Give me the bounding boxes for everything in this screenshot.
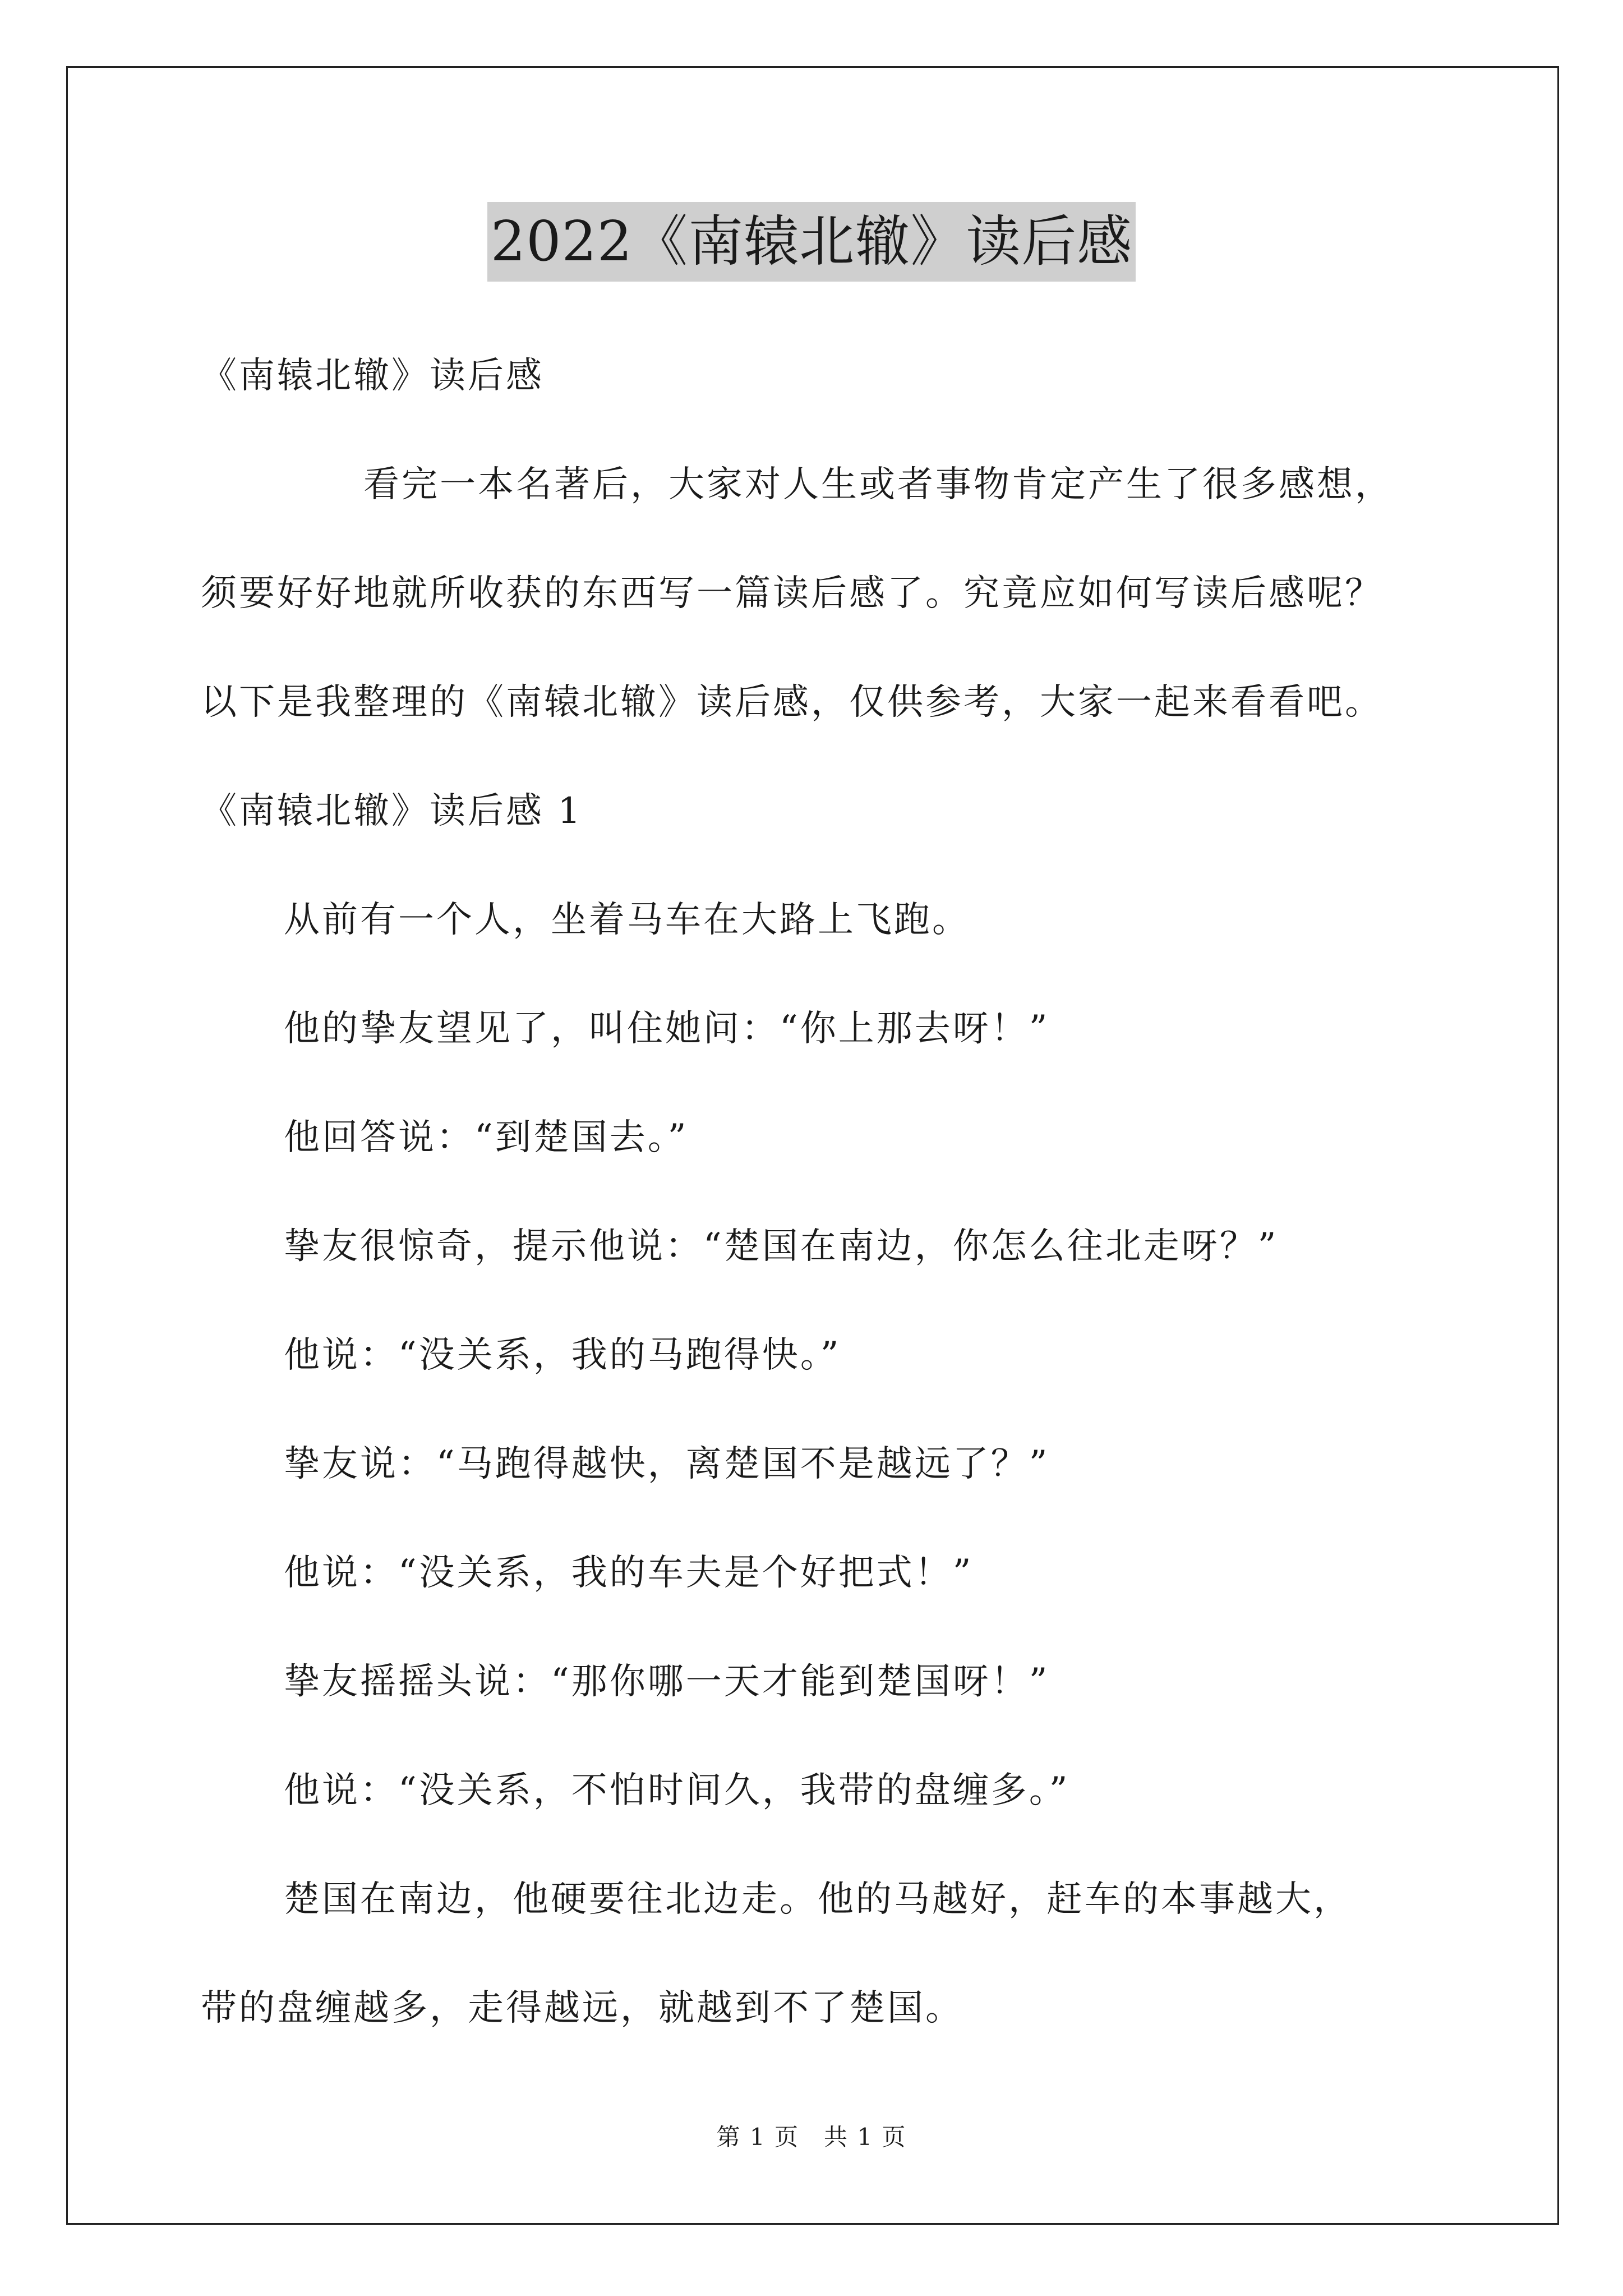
section-heading: 《南辕北辙》读后感 1 [201,790,583,832]
paragraph-line: 看完一本名著后，大家对人生或者事物肯定产生了很多感想， [363,464,1393,505]
paragraph-line: 他的挚友望见了，叫住她问：“你上那去呀！” [284,1008,1050,1050]
document-title: 2022《南辕北辙》读后感 [487,202,1136,282]
subtitle-line: 《南辕北辙》读后感 [201,355,544,397]
page-total: 共 1 页 [824,2123,907,2151]
paragraph-line: 以下是我整理的《南辕北辙》读后感，仅供参考，大家一起来看看吧。 [201,682,1383,723]
paragraph-line: 带的盘缠越多，走得越远，就越到不了楚国。 [201,1987,963,2029]
paragraph-line: 挚友说：“马跑得越快，离楚国不是越远了？” [284,1443,1050,1485]
paragraph-line: 从前有一个人，坐着马车在大路上飞跑。 [284,899,970,941]
paragraph-line: 须要好好地就所收获的东西写一篇读后感了。究竟应如何写读后感呢？ [201,573,1383,614]
page-number: 第 1 页 [716,2123,799,2151]
paragraph-line: 楚国在南边，他硬要往北边走。他的马越好，赶车的本事越大， [284,1879,1352,1920]
paragraph-line: 他说：“没关系，不怕时间久，我带的盘缠多。” [284,1770,1070,1811]
paragraph-line: 他说：“没关系，我的马跑得快。” [284,1335,841,1376]
page-footer [0,2120,1623,2154]
paragraph-line: 挚友摇摇头说：“那你哪一天才能到楚国呀！” [284,1661,1050,1703]
paragraph-line: 他回答说：“到楚国去。” [284,1117,689,1158]
title-wrap [0,202,1623,282]
paragraph-line: 他说：“没关系，我的车夫是个好把式！” [284,1552,974,1594]
paragraph-line: 挚友很惊奇，提示他说：“楚国在南边，你怎么往北走呀？” [284,1226,1279,1267]
